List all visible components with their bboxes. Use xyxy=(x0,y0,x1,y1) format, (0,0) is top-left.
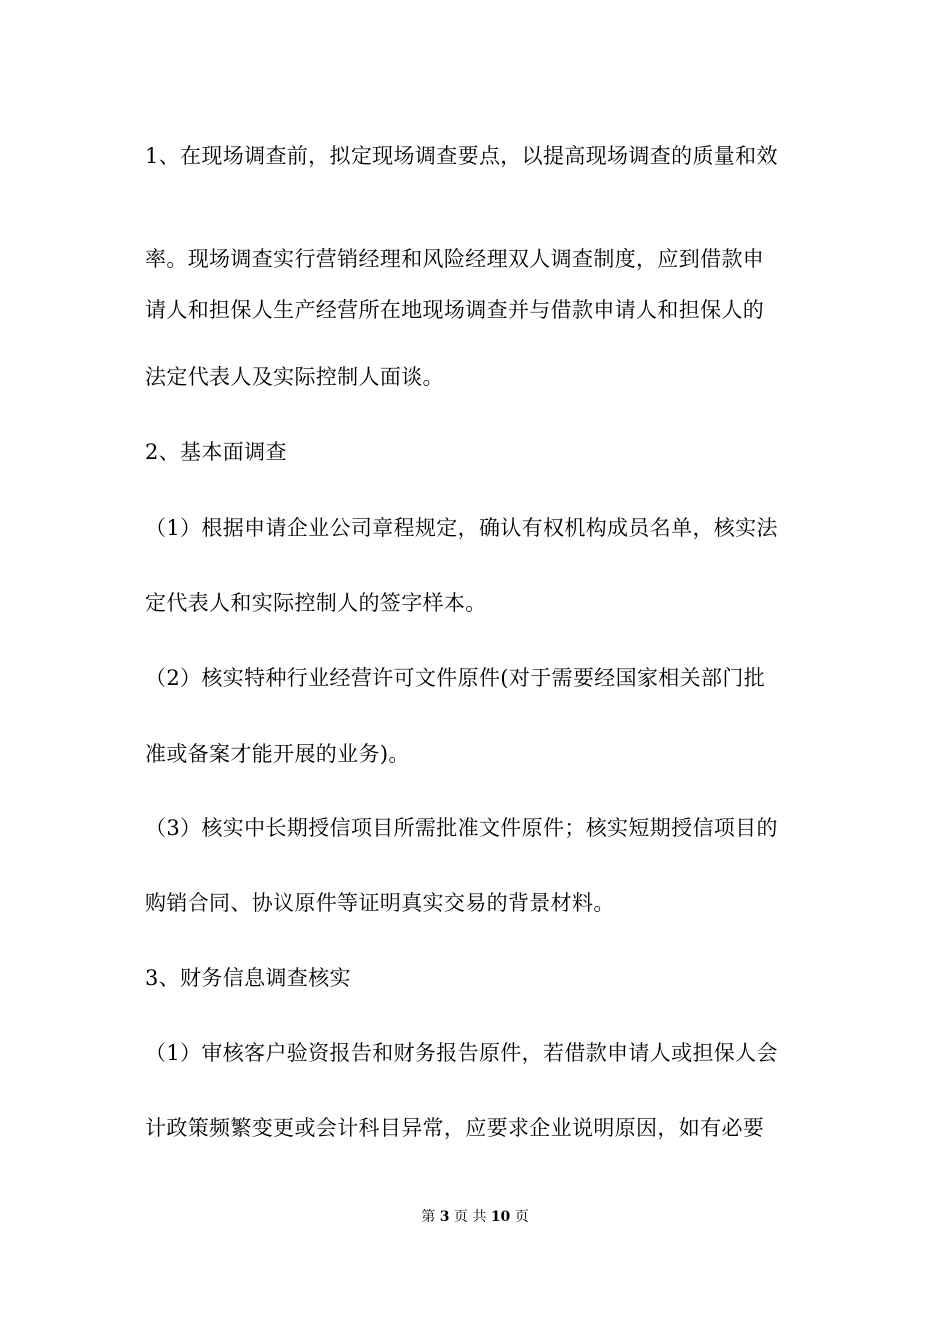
page-footer xyxy=(0,1208,950,1226)
text-line: （3）核实中长期授信项目所需批准文件原件；核实短期授信项目的 xyxy=(145,816,778,840)
footer-prefix: 第 xyxy=(421,1209,436,1225)
text-line: 计政策频繁变更或会计科目异常，应要求企业说明原因，如有必要 xyxy=(145,1116,765,1140)
total-pages-number: 10 xyxy=(490,1209,511,1225)
text-line: 1、在现场调查前，拟定现场调查要点，以提高现场调查的质量和效 xyxy=(145,144,778,168)
section-heading: 3、财务信息调查核实 xyxy=(145,966,351,990)
section-heading: 2、基本面调查 xyxy=(145,440,287,464)
text-line: 率。现场调查实行营销经理和风险经理双人调查制度，应到借款申 xyxy=(145,247,765,271)
footer-suffix: 页 xyxy=(514,1209,529,1225)
text-line: （1）根据申请企业公司章程规定，确认有权机构成员名单，核实法 xyxy=(145,516,778,540)
text-line: 法定代表人及实际控制人面谈。 xyxy=(145,365,444,389)
text-line: 购销合同、协议原件等证明真实交易的背景材料。 xyxy=(145,891,615,915)
footer-middle: 页 共 xyxy=(453,1209,487,1225)
text-line: 请人和担保人生产经营所在地现场调查并与借款申请人和担保人的 xyxy=(145,298,765,322)
text-line: （2）核实特种行业经营许可文件原件(对于需要经国家相关部门批 xyxy=(145,666,766,690)
text-line: 定代表人和实际控制人的签字样本。 xyxy=(145,591,487,615)
current-page-number: 3 xyxy=(439,1209,450,1225)
text-line: 准或备案才能开展的业务)。 xyxy=(145,742,410,766)
text-line: （1）审核客户验资报告和财务报告原件，若借款申请人或担保人会 xyxy=(145,1041,778,1065)
